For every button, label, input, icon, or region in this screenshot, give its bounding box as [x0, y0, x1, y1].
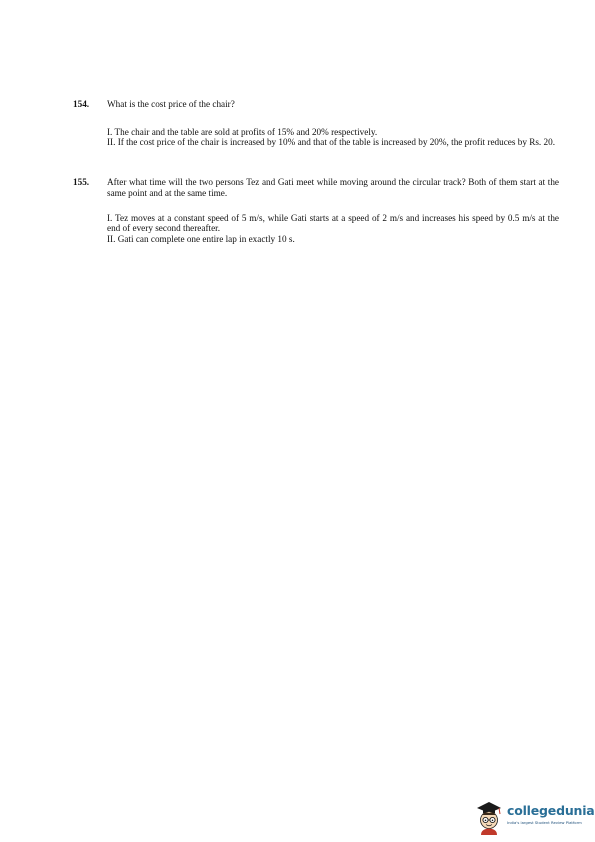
statements-list: [107, 213, 559, 244]
question-number: 154.: [73, 99, 90, 109]
statement-2: II. If the cost price of the chair is increased by 10% and that of the table is increased by 20%, the profit reduces by Rs. 20.: [107, 137, 555, 148]
question-text: What is the cost price of the chair?: [107, 99, 235, 109]
statement-1: I. Tez moves at a constant speed of 5 m/s, while Gati starts at a speed of 2 m/s and increases his speed by 0.5 m/s at the end of every second thereafter.: [107, 213, 559, 234]
question-text: After what time will the two persons Tez and Gati meet while moving around the circular track? Both of them start at the same point and at the same time.: [107, 177, 559, 198]
question-155: [73, 177, 563, 257]
question-154: [73, 99, 563, 169]
logo-name: collegedunia: [507, 803, 595, 818]
collegedunia-logo: [473, 799, 593, 835]
statements-list: [107, 127, 559, 148]
mascot-icon: [473, 799, 505, 835]
statement-2: II. Gati can complete one entire lap in exactly 10 s.: [107, 233, 295, 244]
logo-tagline: India's largest Student Review Platform: [507, 820, 582, 825]
question-number: 155.: [73, 177, 90, 187]
statement-1: I. The chair and the table are sold at profits of 15% and 20% respectively.: [107, 127, 378, 137]
